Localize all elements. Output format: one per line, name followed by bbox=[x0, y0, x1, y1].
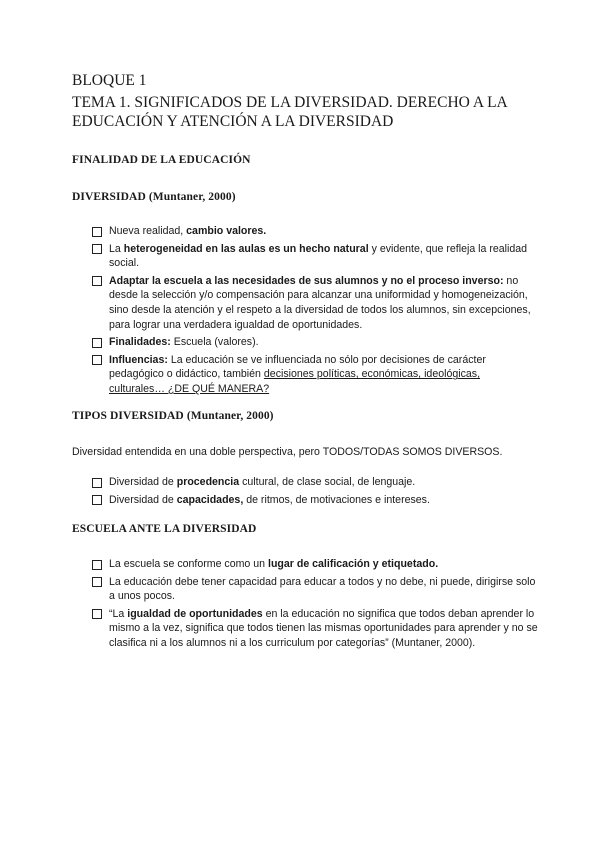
item-bold-text: igualdad de oportunidades bbox=[127, 607, 263, 620]
item-bold-text: Finalidades: bbox=[109, 336, 171, 349]
checkbox-icon bbox=[92, 276, 102, 286]
escuela-list bbox=[92, 557, 538, 654]
list-item bbox=[92, 557, 538, 572]
item-text: Diversidad de bbox=[109, 493, 177, 506]
item-text: La escuela se conforme como un bbox=[109, 558, 268, 570]
checkbox-icon bbox=[92, 478, 102, 488]
list-item bbox=[92, 224, 538, 239]
item-bold-text: cambio valores. bbox=[186, 225, 267, 237]
item-text: Diversidad de bbox=[109, 476, 177, 488]
checkbox-icon bbox=[92, 495, 102, 505]
item-text: no desde la selección y/o compensación para alcanzar una uniformidad y homogeneización, sino desde la atención y el respeto a la diversidad de todos los alumnos, sin excepciones, para lograr una verdadera igualdad de oportunidades. bbox=[109, 274, 531, 331]
item-text: y evidente, que refleja la realidad social. bbox=[109, 242, 528, 270]
item-text: La bbox=[109, 242, 124, 255]
section-heading-escuela bbox=[72, 523, 256, 535]
section-title: ESCUELA ANTE LA DIVERSIDAD bbox=[72, 523, 257, 535]
item-underlined-text: decisiones políticas, económicas, ideológicas, culturales… ¿DE QUÉ MANERA? bbox=[109, 368, 481, 395]
item-bold-text: lugar de calificación y etiquetado. bbox=[268, 558, 439, 570]
item-text: Nueva realidad, bbox=[109, 225, 187, 237]
tipos-list bbox=[92, 475, 538, 510]
checkbox-icon bbox=[92, 355, 102, 365]
diversidad-list bbox=[92, 224, 538, 400]
tipos-intro: Diversidad entendida en una doble perspectiva, pero TODOS/TODAS SOMOS DIVERSOS. bbox=[72, 446, 503, 458]
item-text: en la educación no significa que todos deban aprender lo mismo a la vez, significa que todos tienen las mismas oportunidades para aprender y no se clasifica ni a los alumnos ni a los curriculum por categorías” (Muntaner, 2000). bbox=[109, 607, 538, 649]
list-item bbox=[92, 242, 538, 271]
checkbox-icon bbox=[92, 609, 102, 619]
block-heading: BLOQUE 1 bbox=[72, 72, 147, 89]
item-text: de ritmos, de motivaciones e intereses. bbox=[243, 493, 430, 506]
item-bold-text: procedencia bbox=[176, 476, 240, 488]
item-bold-text: heterogeneidad en las aulas es un hecho natural bbox=[123, 242, 369, 255]
section-title: TIPOS DIVERSIDAD bbox=[72, 410, 184, 422]
section-citation: (Muntaner, 2000) bbox=[186, 410, 274, 422]
item-bold-text: Influencias: bbox=[109, 353, 168, 366]
item-text: cultural, de clase social, de lenguaje. bbox=[239, 476, 416, 488]
list-item bbox=[92, 493, 538, 508]
item-bold-text: capacidades, bbox=[176, 493, 244, 506]
checkbox-icon bbox=[92, 338, 102, 348]
list-item bbox=[92, 475, 538, 490]
checkbox-icon bbox=[92, 227, 102, 237]
list-item bbox=[92, 335, 538, 350]
section-title: FINALIDAD DE LA EDUCACIÓN bbox=[72, 154, 251, 166]
topic-title: TEMA 1. SIGNIFICADOS DE LA DIVERSIDAD. DERECHO A LA EDUCACIÓN Y ATENCIÓN A LA DIVERSIDAD bbox=[72, 94, 507, 130]
list-item bbox=[92, 274, 538, 332]
item-text: La educación se ve influenciada no sólo por decisiones de carácter pedagógico o didáctico, también bbox=[109, 353, 486, 381]
list-item bbox=[92, 575, 538, 604]
checkbox-icon bbox=[92, 577, 102, 587]
list-item bbox=[92, 353, 538, 397]
item-text: Escuela (valores). bbox=[170, 336, 259, 349]
section-heading-diversidad bbox=[72, 191, 236, 203]
section-citation: (Muntaner, 2000) bbox=[148, 191, 236, 203]
section-heading-tipos bbox=[72, 410, 274, 422]
checkbox-icon bbox=[92, 560, 102, 570]
item-text: La educación debe tener capacidad para educar a todos y no debe, ni puede, dirigirse solo a unos pocos. bbox=[109, 575, 536, 603]
item-text: “La bbox=[109, 607, 128, 620]
checkbox-icon bbox=[92, 244, 102, 254]
section-heading-finalidad bbox=[72, 154, 251, 166]
item-bold-text: Adaptar la escuela a las necesidades de sus alumnos y no el proceso inverso: bbox=[109, 274, 504, 287]
section-title: DIVERSIDAD bbox=[72, 191, 146, 203]
list-item bbox=[92, 607, 538, 651]
